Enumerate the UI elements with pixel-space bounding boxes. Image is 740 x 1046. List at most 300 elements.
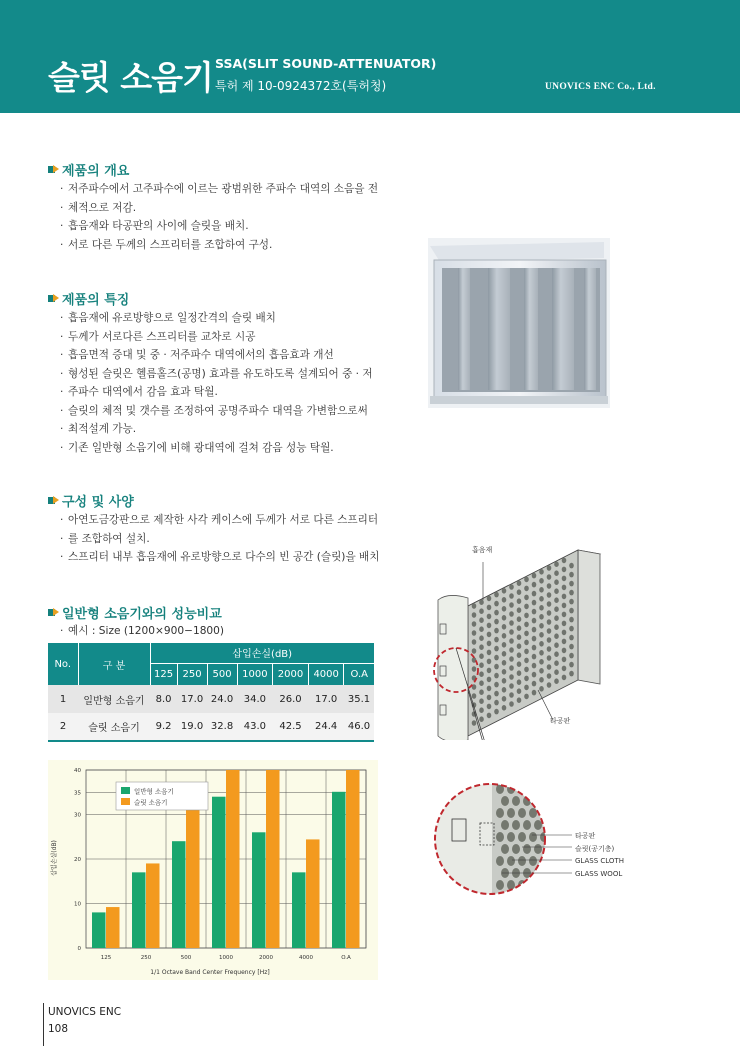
perforation-hole [532, 582, 537, 588]
bar-slit-4000 [306, 839, 320, 948]
band-header: O.A [344, 663, 374, 685]
perforation-hole [524, 595, 529, 601]
perforation-hole [569, 626, 574, 632]
perforation-hole [569, 572, 574, 578]
perforation-hole [517, 670, 522, 676]
perforation-hole [540, 784, 548, 794]
perforation-hole [532, 591, 537, 597]
list-item: · 슬릿의 체적 및 갯수를 조정하여 공명주파수 대역을 가변함으로써 [60, 402, 373, 421]
page-header [0, 0, 740, 113]
y-tick-label: 30 [74, 812, 81, 819]
bar-general-250 [132, 872, 146, 948]
perforation-hole [554, 597, 559, 603]
list-item: · 형성된 슬릿은 헬름홀즈(공명) 효과를 유도하도록 설계되어 중 · 저 [60, 365, 373, 384]
band-header: 125 [150, 663, 177, 685]
table-row [48, 713, 374, 741]
table-cell: 19.0 [177, 713, 207, 741]
perforation-hole [479, 608, 484, 614]
subtitle-en: SSA(SLIT SOUND-ATTENUATOR) [215, 56, 437, 71]
x-tick-label: 125 [100, 955, 112, 961]
perforation-hole [479, 599, 484, 605]
label-perforated: 타공판 [550, 717, 571, 725]
perforation-hole [539, 632, 544, 638]
x-tick-label: 250 [140, 955, 152, 961]
perforation-hole [517, 661, 522, 667]
perforation-hole [517, 697, 522, 703]
perforation-hole [512, 892, 520, 902]
table-cell: 8.0 [150, 685, 177, 713]
perforation-hole [524, 685, 529, 691]
perforation-hole [554, 651, 559, 657]
perforation-hole [509, 647, 514, 653]
perforation-hole [509, 602, 514, 608]
bar-slit-125 [106, 907, 120, 948]
table-cell: 24.0 [207, 685, 237, 713]
perforation-hole [547, 637, 552, 643]
perforation-hole [534, 796, 542, 806]
perforation-hole [562, 639, 567, 645]
row-name: 일반형 소음기 [78, 685, 150, 713]
perforation-hole [479, 716, 484, 722]
perforation-hole [532, 663, 537, 669]
perforation-hole [524, 667, 529, 673]
perforation-hole [554, 570, 559, 576]
perforation-hole [529, 808, 537, 818]
perforation-hole [518, 856, 526, 866]
arrow-bullet-icon [48, 164, 60, 175]
perforation-hole [534, 892, 542, 902]
list-item: · 주파수 대역에서 감음 효과 탁월. [60, 383, 373, 402]
perforation-hole [532, 672, 537, 678]
bar-slit-1000 [226, 770, 240, 948]
perforation-hole [517, 580, 522, 586]
perforation-hole [517, 679, 522, 685]
perforation-hole [562, 657, 567, 663]
perforation-hole [524, 694, 529, 700]
perforation-hole [547, 664, 552, 670]
perforation-hole [472, 603, 477, 609]
perforation-hole [502, 660, 507, 666]
perforation-hole [523, 820, 531, 830]
perforation-hole [539, 578, 544, 584]
legend-swatch-slit [121, 798, 130, 805]
table-cell: 9.2 [150, 713, 177, 741]
perforation-hole [532, 654, 537, 660]
perforation-hole [512, 796, 520, 806]
perforation-hole [479, 617, 484, 623]
perforation-hole [547, 682, 552, 688]
perforation-hole [507, 880, 515, 890]
perforation-hole [509, 611, 514, 617]
section-title-comparison: 일반형 소음기와의 성능비교 [48, 603, 222, 622]
perforation-hole [502, 606, 507, 612]
bar-general-500 [172, 841, 186, 948]
perforation-hole [479, 626, 484, 632]
perforation-hole [487, 677, 492, 683]
perforation-hole [517, 634, 522, 640]
section-title-features: 제품의 특징 [48, 289, 129, 308]
perforation-hole [517, 688, 522, 694]
perforation-hole [545, 892, 553, 902]
perforation-hole [532, 618, 537, 624]
perforation-hole [532, 627, 537, 633]
perforation-hole [502, 651, 507, 657]
perforation-hole [479, 671, 484, 677]
perforation-hole [494, 709, 499, 715]
perforation-hole [494, 637, 499, 643]
perforation-hole [517, 616, 522, 622]
perforation-hole [494, 673, 499, 679]
perforation-hole [494, 646, 499, 652]
perforation-hole [539, 659, 544, 665]
perforation-hole [479, 698, 484, 704]
perforation-hole [517, 598, 522, 604]
perforation-hole [496, 856, 504, 866]
perforation-hole [509, 620, 514, 626]
list-item: · 아연도금강판으로 제작한 사각 케이스에 두께가 서로 다른 스프리터 [60, 511, 380, 530]
perforation-hole [562, 576, 567, 582]
perforation-hole [562, 603, 567, 609]
perforation-hole [547, 592, 552, 598]
y-tick-label: 0 [77, 946, 81, 952]
perforation-hole [569, 671, 574, 677]
perforation-hole [472, 648, 477, 654]
perforation-hole [487, 632, 492, 638]
row-no: 2 [48, 713, 78, 741]
spec-list [60, 511, 380, 567]
band-header: 1000 [237, 663, 273, 685]
perforation-hole [494, 619, 499, 625]
bar-general-2000 [252, 832, 266, 948]
band-header: 4000 [308, 663, 344, 685]
perforation-hole [472, 630, 477, 636]
perforation-hole [479, 653, 484, 659]
perforation-hole [562, 630, 567, 636]
product-photo [428, 238, 610, 408]
perforation-hole [501, 844, 509, 854]
perforation-hole [502, 624, 507, 630]
perforation-hole [562, 558, 567, 564]
perforation-hole [487, 641, 492, 647]
perforation-hole [479, 635, 484, 641]
perforation-hole [517, 625, 522, 631]
perforation-hole [479, 689, 484, 695]
label-detail-glass-cloth: GLASS CLOTH [575, 857, 624, 865]
footer-divider [43, 1003, 44, 1046]
perforation-hole [554, 615, 559, 621]
arrow-bullet-icon [48, 293, 60, 304]
bar-slit-O.A [346, 770, 360, 948]
perforation-hole [523, 892, 531, 902]
legend-swatch-general [121, 787, 130, 794]
perforation-hole [518, 832, 526, 842]
perforation-hole [539, 668, 544, 674]
perforation-hole [502, 687, 507, 693]
perforation-hole [562, 585, 567, 591]
perforation-hole [509, 701, 514, 707]
perforation-hole [496, 808, 504, 818]
x-tick-label: 1000 [219, 955, 233, 961]
perforation-hole [509, 638, 514, 644]
perforation-hole [554, 642, 559, 648]
table-cell: 32.8 [207, 713, 237, 741]
perforation-hole [517, 589, 522, 595]
list-item: · 최적설계 가능. [60, 420, 373, 439]
perforation-hole [507, 856, 515, 866]
perforation-hole [532, 690, 537, 696]
perforation-hole [554, 588, 559, 594]
perforation-hole [518, 808, 526, 818]
perforation-hole [502, 678, 507, 684]
perforation-hole [494, 700, 499, 706]
comparison-table [48, 643, 374, 742]
perforation-hole [472, 666, 477, 672]
perforation-hole [502, 633, 507, 639]
perforation-hole [569, 563, 574, 569]
label-detail-perforated: 타공판 [575, 832, 596, 840]
chart-ylabel: 삽입손실(dB) [51, 840, 58, 876]
table-cell: 42.5 [273, 713, 309, 741]
perforation-hole [487, 695, 492, 701]
perforation-hole [524, 658, 529, 664]
perforation-hole [547, 610, 552, 616]
perforation-hole [487, 650, 492, 656]
perforation-hole [487, 605, 492, 611]
perforation-hole [562, 612, 567, 618]
perforation-hole [494, 601, 499, 607]
x-tick-label: 500 [180, 955, 192, 961]
perforation-hole [502, 588, 507, 594]
perforation-hole [547, 673, 552, 679]
perforation-hole [539, 686, 544, 692]
perforation-hole [532, 681, 537, 687]
perforation-hole [562, 675, 567, 681]
detail-view [432, 783, 592, 908]
perforation-hole [569, 617, 574, 623]
bar-general-4000 [292, 872, 306, 948]
row-name: 슬릿 소음기 [78, 713, 150, 741]
perforation-hole [509, 656, 514, 662]
perforation-hole [496, 832, 504, 842]
perforation-hole [479, 707, 484, 713]
section-title-overview: 제품의 개요 [48, 160, 129, 179]
perforation-hole [479, 662, 484, 668]
perforation-hole [509, 593, 514, 599]
legend-label-general: 일반형 소음기 [134, 787, 174, 796]
perforation-hole [487, 623, 492, 629]
perforation-hole [569, 608, 574, 614]
perforation-hole [487, 614, 492, 620]
perforation-hole [479, 644, 484, 650]
perforation-hole [547, 646, 552, 652]
list-item: · 흡음면적 증대 및 중 · 저주파수 대역에서의 흡음효과 개선 [60, 346, 373, 365]
perforation-hole [517, 643, 522, 649]
perforation-hole [540, 880, 548, 890]
perforation-hole [539, 650, 544, 656]
page-title: 슬릿 소음기 [48, 58, 213, 97]
perforation-hole [487, 713, 492, 719]
perforation-hole [562, 666, 567, 672]
chart-xlabel: 1/1 Octave Band Center Frequency [Hz] [150, 969, 270, 976]
perforation-hole [539, 614, 544, 620]
perforation-hole [502, 597, 507, 603]
perforation-hole [524, 613, 529, 619]
label-detail-slit: 슬릿(공기층) [575, 845, 615, 853]
list-item: · 스프리터 내부 흡음재에 유로방향으로 다수의 빈 공간 (슬릿)을 배치 [60, 548, 380, 567]
perforation-hole [472, 612, 477, 618]
perforation-hole [524, 649, 529, 655]
perforation-hole [547, 574, 552, 580]
x-tick-label: 2000 [259, 955, 273, 961]
perforation-hole [509, 683, 514, 689]
perforation-hole [524, 676, 529, 682]
perforation-hole [487, 704, 492, 710]
features-list [60, 309, 373, 457]
band-header: 250 [177, 663, 207, 685]
perforation-hole [472, 720, 477, 726]
x-tick-label: 4000 [299, 955, 313, 961]
table-cell: 17.0 [308, 685, 344, 713]
arrow-bullet-icon [48, 607, 60, 618]
perforation-hole [502, 615, 507, 621]
table-cell: 34.0 [237, 685, 273, 713]
perforation-hole [554, 579, 559, 585]
patent-number: 특허 제 10-0924372호(특허청) [215, 79, 387, 93]
y-tick-label: 40 [74, 768, 81, 774]
perforation-hole [494, 664, 499, 670]
perforation-hole [529, 880, 537, 890]
perforation-hole [569, 590, 574, 596]
col-type: 구 분 [78, 643, 150, 685]
overview-list [60, 180, 378, 254]
perforation-hole [529, 784, 537, 794]
perforation-hole [502, 642, 507, 648]
table-cell: 35.1 [344, 685, 374, 713]
perforation-hole [494, 628, 499, 634]
perforation-hole [509, 674, 514, 680]
arrow-bullet-icon [48, 495, 60, 506]
perforation-hole [532, 636, 537, 642]
band-header: 2000 [273, 663, 309, 685]
perforation-hole [524, 640, 529, 646]
perforation-hole [532, 600, 537, 606]
bar-general-1000 [212, 797, 226, 948]
x-tick-label: O.A [341, 955, 351, 961]
table-cell: 26.0 [273, 685, 309, 713]
table-row [48, 685, 374, 713]
perforation-hole [539, 623, 544, 629]
list-item: · 서로 다른 두께의 스프리터를 조합하여 구성. [60, 236, 378, 255]
perforation-hole [502, 696, 507, 702]
company-name: UNOVICS ENC Co., Ltd. [545, 82, 656, 92]
perforation-hole [539, 569, 544, 575]
perforation-hole [501, 796, 509, 806]
list-item: · 두께가 서로다른 스프리터를 교차로 시공 [60, 328, 373, 347]
perforation-hole [569, 599, 574, 605]
perforation-hole [502, 669, 507, 675]
perforation-hole [540, 808, 548, 818]
bar-general-O.A [332, 792, 346, 948]
list-item: · 기존 일반형 소음기에 비해 광대역에 걸쳐 감음 성능 탁월. [60, 439, 373, 458]
perforation-hole [472, 639, 477, 645]
bar-slit-2000 [266, 770, 280, 948]
perforation-hole [529, 856, 537, 866]
perforation-hole [545, 844, 553, 854]
band-header: 500 [207, 663, 237, 685]
perforation-hole [539, 641, 544, 647]
perforation-hole [545, 820, 553, 830]
table-cell: 24.4 [308, 713, 344, 741]
perforation-hole [487, 596, 492, 602]
page-number: 108 [48, 1023, 69, 1035]
section-title-spec: 구성 및 사양 [48, 491, 134, 510]
perforation-hole [547, 565, 552, 571]
perforation-hole [554, 669, 559, 675]
bar-slit-250 [146, 863, 160, 948]
example-size: · 예시 : Size (1200×900−1800) [60, 622, 224, 641]
perforation-hole [539, 587, 544, 593]
perforation-hole [487, 686, 492, 692]
perforation-hole [547, 628, 552, 634]
perforation-hole [509, 665, 514, 671]
perforation-hole [547, 619, 552, 625]
perforation-hole [569, 653, 574, 659]
perforation-hole [554, 660, 559, 666]
perforation-hole [487, 668, 492, 674]
splitter-illustration [428, 540, 628, 740]
perforation-hole [524, 586, 529, 592]
perforation-hole [532, 609, 537, 615]
perforation-hole [569, 644, 574, 650]
perforation-hole [524, 577, 529, 583]
perforation-hole [494, 592, 499, 598]
perforation-hole [539, 596, 544, 602]
label-absorber: 흡음재 [472, 546, 493, 554]
perforation-hole [547, 655, 552, 661]
perforation-hole [494, 682, 499, 688]
row-no: 1 [48, 685, 78, 713]
perforation-hole [479, 680, 484, 686]
perforation-hole [562, 567, 567, 573]
perforation-hole [509, 692, 514, 698]
col-group: 삽입손실(dB) [150, 643, 374, 663]
perforation-hole [569, 662, 574, 668]
bar-slit-500 [186, 802, 200, 948]
perforation-hole [532, 645, 537, 651]
perforation-hole [472, 693, 477, 699]
perforation-hole [494, 691, 499, 697]
bar-general-125 [92, 912, 106, 948]
perforation-hole [524, 631, 529, 637]
label-detail-glass-wool: GLASS WOOL [575, 870, 623, 878]
perforation-hole [509, 584, 514, 590]
list-item: · 흡음재와 타공판의 사이에 슬릿을 배치. [60, 217, 378, 236]
perforation-hole [532, 573, 537, 579]
perforation-hole [509, 629, 514, 635]
perforation-hole [496, 880, 504, 890]
perforation-hole [524, 622, 529, 628]
list-item: · 흡음재에 유로방향으로 일정간격의 슬릿 배치 [60, 309, 373, 328]
perforation-hole [501, 820, 509, 830]
perforation-hole [554, 678, 559, 684]
perforation-hole [529, 832, 537, 842]
list-item: · 체적으로 저감. [60, 199, 378, 218]
perforation-hole [554, 633, 559, 639]
perforation-hole [507, 832, 515, 842]
perforation-hole [554, 624, 559, 630]
comparison-chart [48, 760, 378, 980]
perforation-hole [524, 604, 529, 610]
